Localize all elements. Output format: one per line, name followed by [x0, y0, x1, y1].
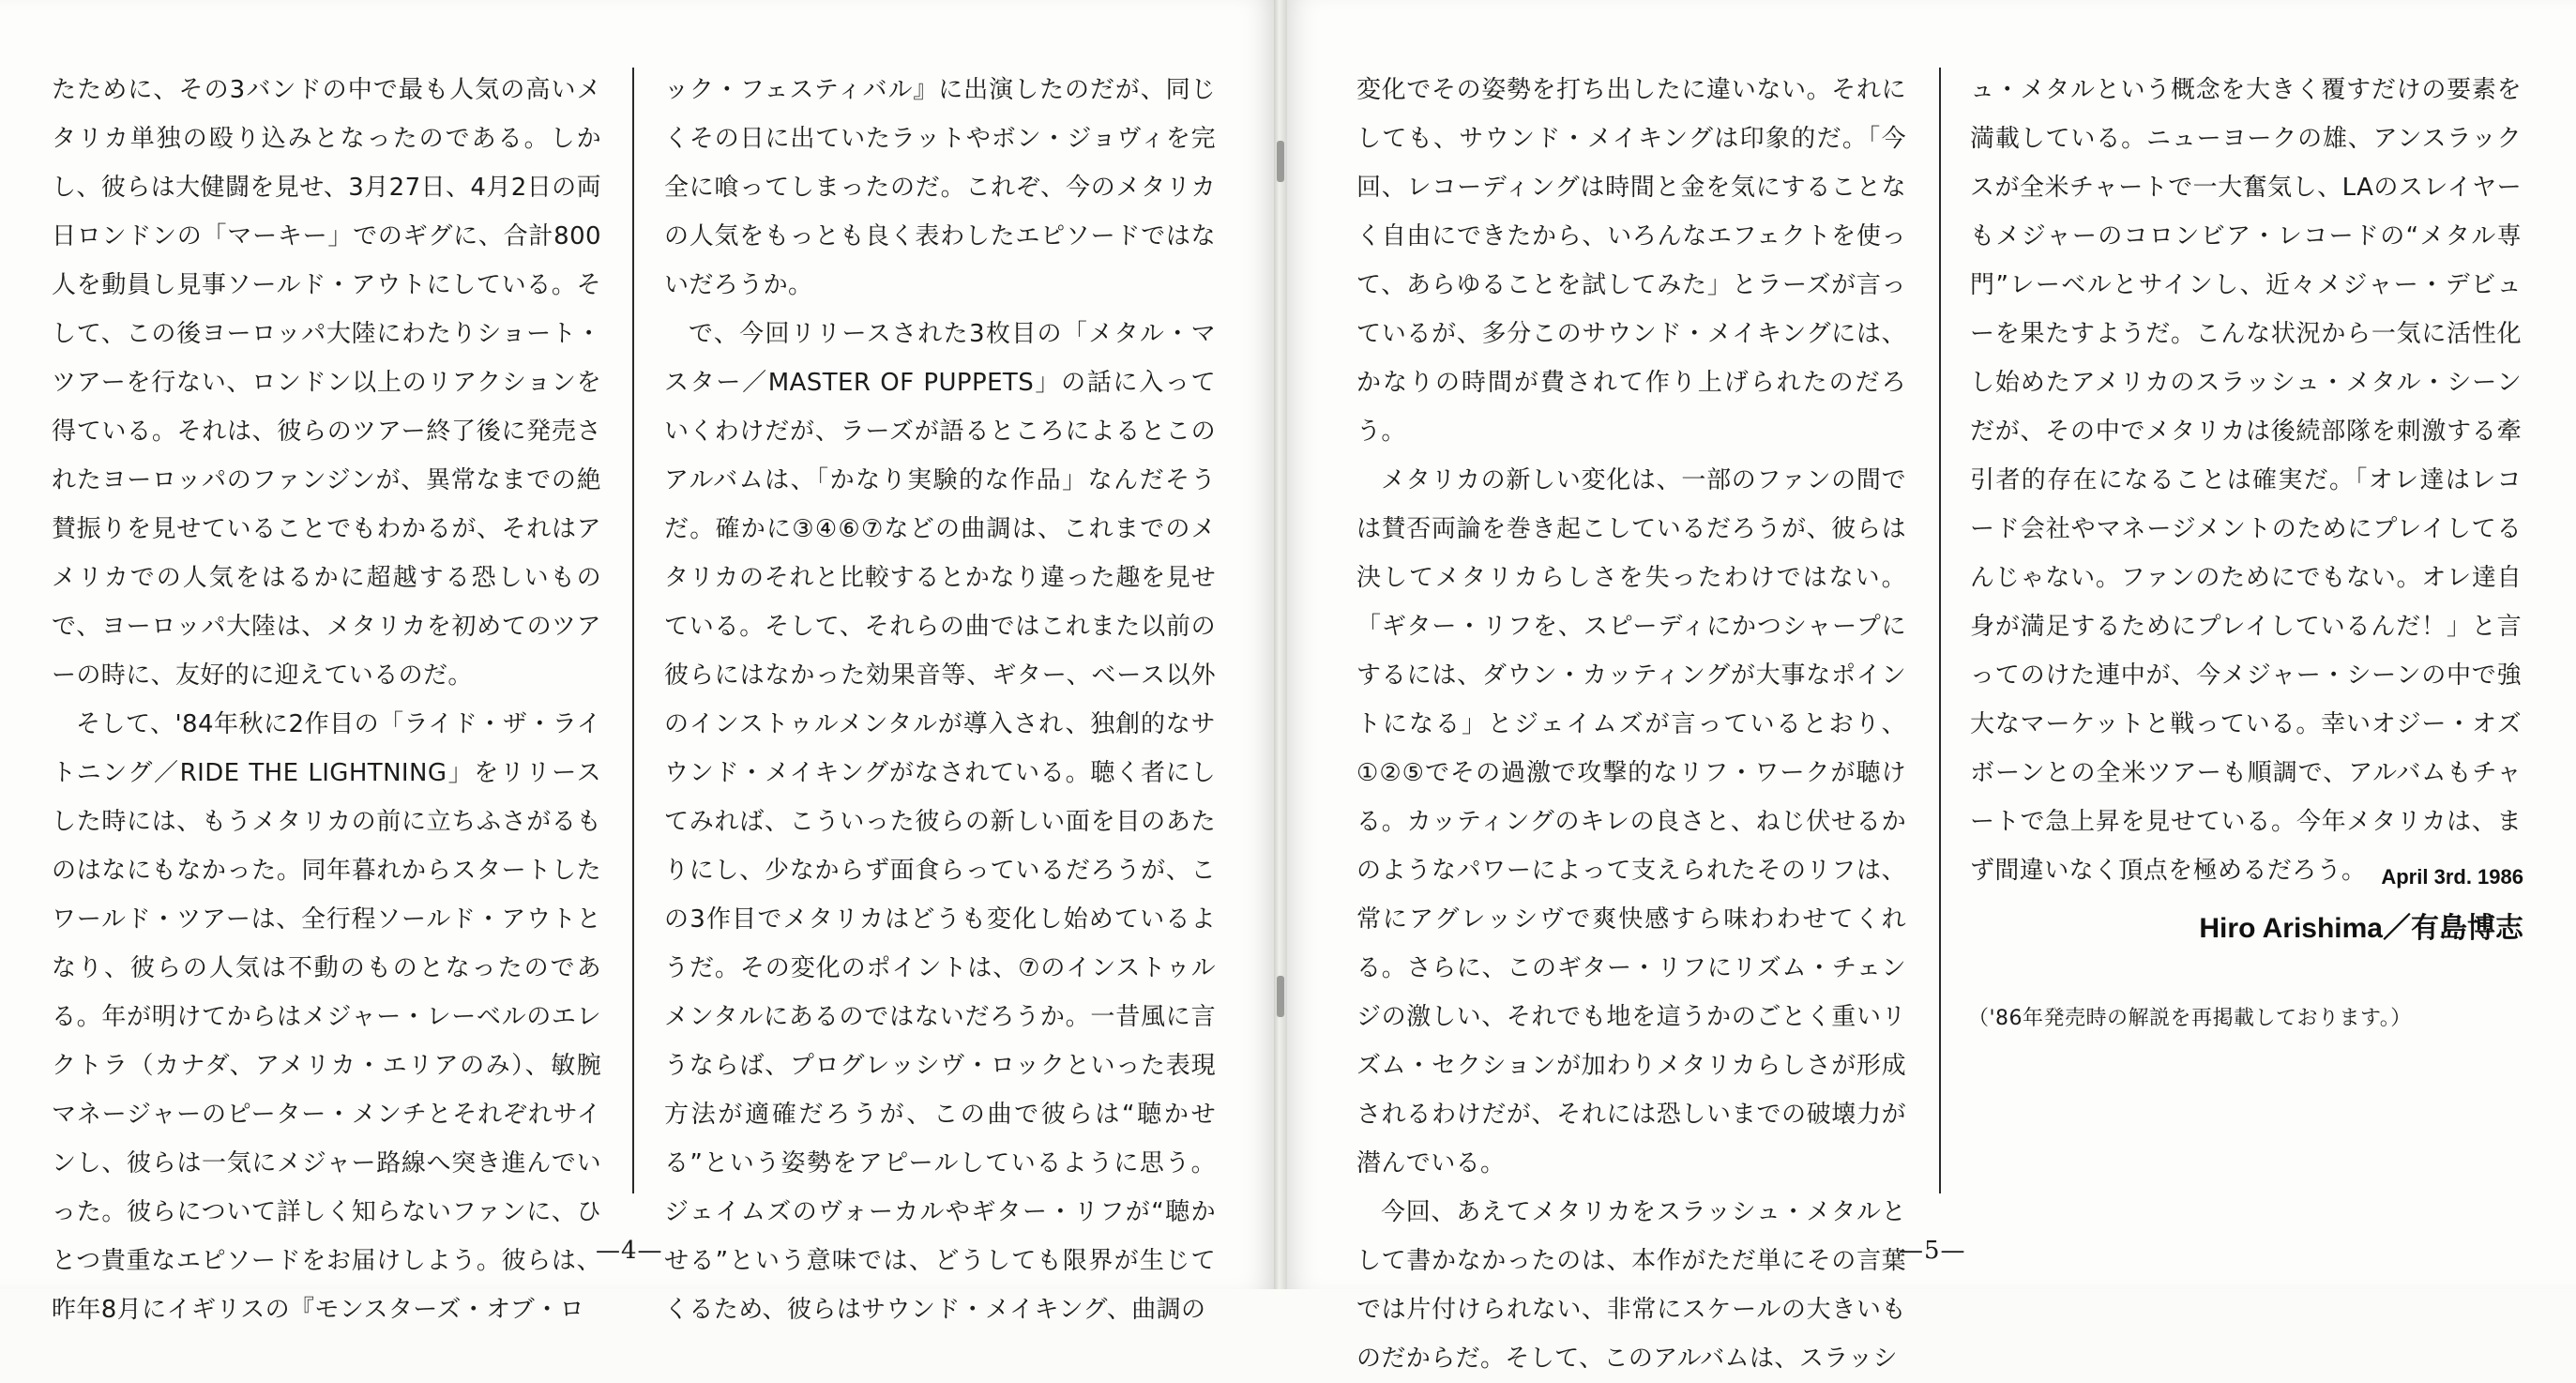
page-number: —5— [1899, 1237, 1966, 1265]
paragraph: 変化でその姿勢を打ち出したに違いない。それにしても、サウンド・メイキングは印象的だ。「今回、レコーディングは時間と金を気にすることなく自由にできたから、いろんなエフェクトを使って、あらゆることを試してみた」とラーズが言っているが、多分このサウンド・メイキングには、かなりの時間が費されて作り上げられたのだろう。 [1356, 76, 1906, 446]
paragraph: 今回、あえてメタリカをスラッシュ・メタルとして書かなかったのは、本作がただ単にその言葉では片付けられない、非常にスケールの大きいものだからだ。そして、このアルバムは、スラッシ [1356, 1198, 1906, 1373]
paragraph: ック・フェスティバル』に出演したのだが、同じくその日に出ていたラットやボン・ジョヴィを完全に喰ってしまったのだ。これぞ、今のメタリカの人気をもっとも良く表わしたエピソードではないだろうか。 [664, 76, 1216, 299]
left-page [0, 0, 1274, 1324]
signature-date: April 3rd. 1986 [2381, 865, 2523, 889]
paragraph: メタリカの新しい変化は、一部のファンの間では賛否両論を巻き起こしているだろうが、彼らは決してメタリカらしさを失ったわけではない。「ギター・リフを、スピーディにかつシャープにするには、ダウン・カッティングが大事なポイントになる」とジェイムズが言っているとおり、①②⑤でその過激で攻撃的なリフ・ワークが聴ける。カッティングのキレの良さと、ねじ伏せるかのようなパワーによって支えられたそのリフは、常にアグレッシヴで爽快感すら味わわせてくれる。さらに、このギター・リフにリズム・チェンジの激しい、それでも地を這うかのごとく重いリズム・セクションが加わりメタリカらしさが形成されるわけだが、それには恐しいまでの破壊力が潜んでいる。 [1356, 466, 1906, 1178]
column-divider [632, 68, 634, 1193]
staple [1277, 141, 1284, 182]
paragraph: そして、'84年秋に2作目の「ライド・ザ・ライトニング／RIDE THE LIGHTNING」をリリースした時には、もうメタリカの前に立ちふさがるものはなにもなかった。同年暮れからスタートしたワールド・ツアーは、全行程ソールド・アウトとなり、彼らの人気は不動のものとなったのである。年が明けてからはメジャー・レーベルのエレクトラ（カナダ、アメリカ・エリアのみ）、敏腕マネージャーのピーター・メンチとそれぞれサインし、彼らは一気にメジャー路線へ突き進んでいった。彼らについて詳しく知らないファンに、ひとつ貴重なエピソードをお届けしよう。彼らは、昨年8月にイギリスの『モンスターズ・オブ・ロ [52, 710, 601, 1324]
right-page-column-2 [1970, 66, 2522, 895]
reprint-note: （'86年発売時の解説を再掲載しております。） [1968, 1007, 2412, 1030]
left-page-column-2 [664, 66, 1216, 1334]
column-divider [1939, 68, 1941, 1193]
spine-gutter [1274, 0, 1287, 1289]
paragraph: たために、その3バンドの中で最も人気の高いメタリカ単独の殴り込みとなったのである。しかし、彼らは大健闘を見せ、3月27日、4月2日の両日ロンドンの「マーキー」でのギグに、合計800人を動員し見事ソールド・アウトにしている。そして、この後ヨーロッパ大陸にわたりショート・ツアーを行ない、ロンドン以上のリアクションを得ている。それは、彼らのツアー終了後に発売されたヨーロッパのファンジンが、異常なまでの絶賛振りを見せていることでもわかるが、それはアメリカでの人気をはるかに超越する恐しいもので、ヨーロッパ大陸は、メタリカを初めてのツアーの時に、友好的に迎えているのだ。 [52, 76, 601, 690]
right-page [1287, 0, 2576, 1373]
right-page-column-1 [1356, 66, 1906, 1383]
page-number: —4— [596, 1237, 663, 1265]
paragraph: ュ・メタルという概念を大きく覆すだけの要素を満載している。ニューヨークの雄、アンスラックスが全米チャートで一大奮気し、LAのスレイヤーもメジャーのコロンビア・レコードの“メタル専門”レーベルとサインし、近々メジャー・デビューを果たすようだ。こんな状況から一気に活性化し始めたアメリカのスラッシュ・メタル・シーンだが、その中でメタリカは後続部隊を刺激する牽引者的存在になることは確実だ。「オレ達はレコード会社やマネージメントのためにプレイしてるんじゃない。ファンのためにでもない。オレ達自身が満足するためにプレイしているんだ！」と言ってのけた連中が、今メジャー・シーンの中で強大なマーケットと戦っている。幸いオジー・オズボーンとの全米ツアーも順調で、アルバムもチャートで急上昇を見せている。今年メタリカは、まず間違いなく頂点を極めるだろう。 [1970, 76, 2522, 885]
signature-author: Hiro Arishima／有島博志 [2199, 913, 2523, 944]
staple [1277, 976, 1284, 1017]
left-page-column-1 [52, 66, 601, 1334]
paragraph: で、今回リリースされた3枚目の「メタル・マスター／MASTER OF PUPPETS」の話に入っていくわけだが、ラーズが語るところによるとこのアルバムは、「かなり実験的な作品」なんだそうだ。確かに③④⑥⑦などの曲調は、これまでのメタリカのそれと比較するとかなり違った趣を見せている。そして、それらの曲ではこれまた以前の彼らにはなかった効果音等、ギター、ベース以外のインストゥルメンタルが導入され、独創的なサウンド・メイキングがなされている。聴く者にしてみれば、こういった彼らの新しい面を目のあたりにし、少なからず面食らっているだろうが、この3作目でメタリカはどうも変化し始めているようだ。その変化のポイントは、⑦のインストゥルメンタルにあるのではないだろうか。一昔風に言うならば、プログレッシヴ・ロックといった表現方法が適確だろうが、この曲で彼らは“聴かせる”という姿勢をアピールしているように思う。ジェイムズのヴォーカルやギター・リフが“聴かせる”という意味では、どうしても限界が生じてくるため、彼らはサウンド・メイキング、曲調の [664, 320, 1216, 1324]
